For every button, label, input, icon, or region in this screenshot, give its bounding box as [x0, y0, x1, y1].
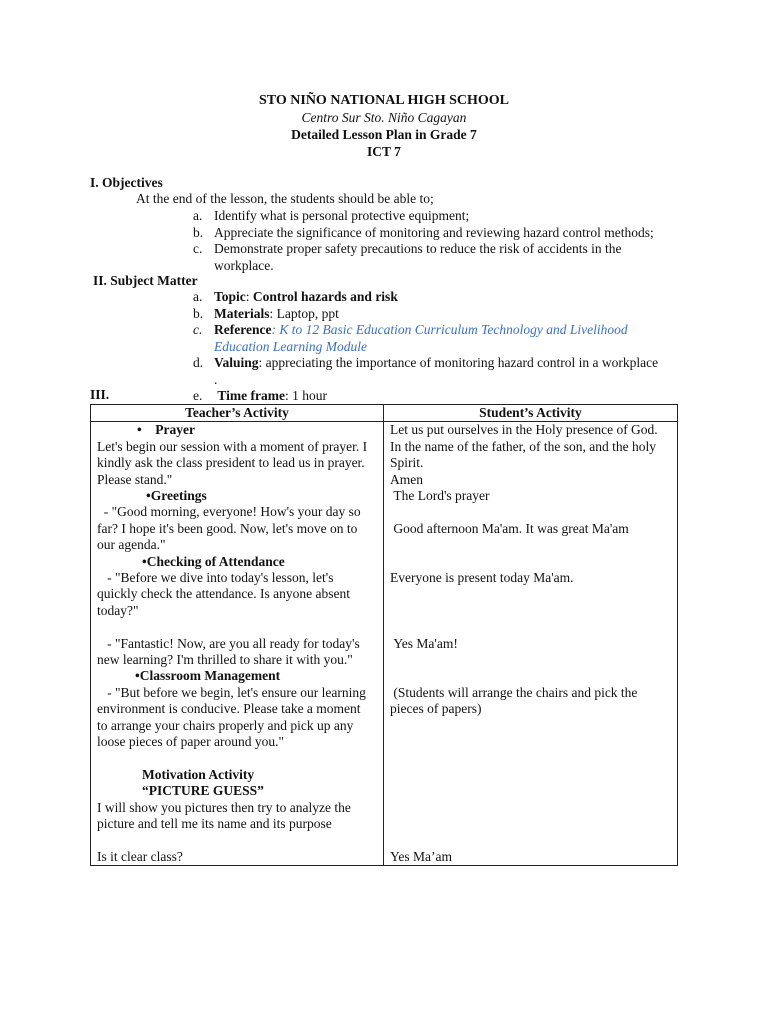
subject-title: ICT 7	[367, 144, 401, 159]
attendance-heading: •Checking of Attendance	[142, 553, 285, 569]
student-line: Everyone is present today Ma'am.	[390, 570, 574, 586]
student-activity-header: Student’s Activity	[384, 405, 678, 422]
teacher-line	[97, 833, 377, 849]
subject-matter-list	[193, 289, 663, 405]
student-line	[390, 537, 671, 553]
teacher-line: quickly check the attendance. Is anyone absent	[97, 586, 351, 602]
materials-value: Laptop, ppt	[276, 305, 339, 321]
student-line: Let us put ourselves in the Holy presence of God.	[390, 422, 658, 438]
student-line	[390, 586, 671, 602]
teacher-line: - "Good morning, everyone! How's your day so	[97, 504, 361, 520]
teacher-line: - "But before we begin, let's ensure our learning	[97, 684, 366, 700]
student-line: Good afternoon Ma'am. It was great Ma'am	[390, 520, 629, 536]
teacher-line: our agenda."	[97, 537, 166, 553]
teacher-line: far? I hope it's been good. Now, let's move on to	[97, 520, 358, 536]
school-address: Centro Sur Sto. Niño Cagayan	[301, 110, 467, 125]
teacher-line: today?"	[97, 602, 139, 618]
time-frame-label: Time frame	[217, 388, 285, 403]
student-line	[390, 652, 671, 668]
student-line	[390, 750, 671, 766]
objective-item: b. Appreciate the significance of monitoring and reviewing hazard control methods;	[193, 224, 654, 240]
time-frame-item: e. Time frame: 1 hour	[193, 388, 327, 403]
student-line	[390, 767, 671, 783]
reference-item: c. Reference: K to 12 Basic Education Curriculum Technology and Livelihood Education Learning Module	[193, 322, 628, 354]
teacher-line: to arrange your chairs properly and pick up any	[97, 717, 354, 733]
student-line	[390, 800, 671, 816]
table-row	[91, 422, 678, 866]
student-line: Spirit.	[390, 455, 424, 471]
student-line	[390, 668, 671, 684]
subject-matter-heading-text: Subject Matter	[110, 273, 198, 288]
school-name: STO NIÑO NATIONAL HIGH SCHOOL	[259, 93, 509, 108]
teacher-line: new learning? I'm thrilled to share it with you."	[97, 652, 353, 668]
student-line	[390, 783, 671, 799]
student-line	[390, 816, 671, 832]
picture-guess-heading: “PICTURE GUESS”	[142, 783, 264, 799]
materials-item: b. Materials: Laptop, ppt	[193, 305, 339, 321]
teacher-line: - "Before we dive into today's lesson, let's	[97, 570, 334, 586]
objectives-list	[193, 208, 673, 274]
student-line	[390, 603, 671, 619]
prayer-heading: • Prayer	[137, 422, 195, 438]
student-line	[390, 554, 671, 570]
plan-title: Detailed Lesson Plan in Grade 7	[291, 127, 477, 142]
valuing-value: appreciating the importance of monitoring hazard control in a workplace .	[214, 355, 659, 387]
valuing-label: Valuing	[214, 355, 259, 370]
student-line	[390, 832, 671, 848]
teacher-line: kindly ask the class president to lead us in prayer.	[97, 455, 365, 471]
topic-label: Topic	[214, 289, 246, 304]
procedure-heading: III.	[90, 387, 110, 402]
classroom-management-heading: •Classroom Management	[135, 668, 281, 684]
teacher-line: environment is conducive. Please take a moment	[97, 701, 361, 717]
teacher-activity-header: Teacher’s Activity	[91, 405, 384, 422]
objectives-intro: At the end of the lesson, the students should be able to;	[136, 191, 434, 206]
teacher-line: Let's begin our session with a moment of prayer. I	[97, 438, 368, 454]
objective-item: a. Identify what is personal protective equipment;	[193, 208, 470, 223]
topic-item: a. Topic: Control hazards and risk	[193, 289, 398, 304]
reference-label: Reference	[214, 322, 272, 337]
table-header-row	[91, 405, 678, 422]
objectives-heading	[90, 175, 163, 191]
student-line: Yes Ma’am	[390, 848, 453, 864]
student-line: Amen	[390, 471, 423, 487]
teacher-line	[97, 619, 377, 635]
teacher-line: loose pieces of paper around you."	[97, 734, 284, 750]
time-frame-value: 1 hour	[292, 388, 327, 403]
objectives-heading-text: Objectives	[102, 175, 163, 190]
student-line: Yes Ma'am!	[390, 635, 458, 651]
student-activity-cell	[384, 422, 678, 866]
subject-matter-heading-num: II.	[93, 273, 107, 288]
teacher-line: I will show you pictures then try to analyze the	[97, 799, 351, 815]
topic-value: Control hazards and risk	[252, 289, 398, 304]
subject-matter-heading	[93, 273, 198, 289]
valuing-item: d. Valuing: appreciating the importance of monitoring hazard control in a workplace .	[193, 355, 659, 387]
student-line: pieces of papers)	[390, 701, 482, 717]
teacher-line	[97, 751, 377, 767]
document-header	[0, 92, 768, 160]
student-line: (Students will arrange the chairs and pick the	[390, 684, 638, 700]
activity-table	[90, 404, 678, 866]
student-line: In the name of the father, of the son, and the holy	[390, 438, 656, 454]
student-line	[390, 504, 671, 520]
objectives-heading-num: I.	[90, 175, 99, 190]
student-line: The Lord's prayer	[390, 488, 490, 504]
teacher-line: Please stand."	[97, 471, 173, 487]
teacher-activity-cell	[91, 422, 384, 866]
objective-item: c. Demonstrate proper safety precautions to reduce the risk of accidents in the workplace.	[193, 241, 622, 273]
motivation-heading: Motivation Activity	[142, 766, 255, 782]
teacher-line: - "Fantastic! Now, are you all ready for today's	[97, 635, 360, 651]
student-line	[390, 619, 671, 635]
student-line	[390, 734, 671, 750]
reference-link[interactable]: K to 12 Basic Education Curriculum Technology and Livelihood Education Learning Module	[214, 322, 628, 354]
teacher-line: Is it clear class?	[97, 848, 183, 864]
greetings-heading: •Greetings	[146, 488, 207, 504]
student-line	[390, 718, 671, 734]
teacher-line: picture and tell me its name and its purpose	[97, 816, 332, 832]
materials-label: Materials	[214, 305, 270, 321]
